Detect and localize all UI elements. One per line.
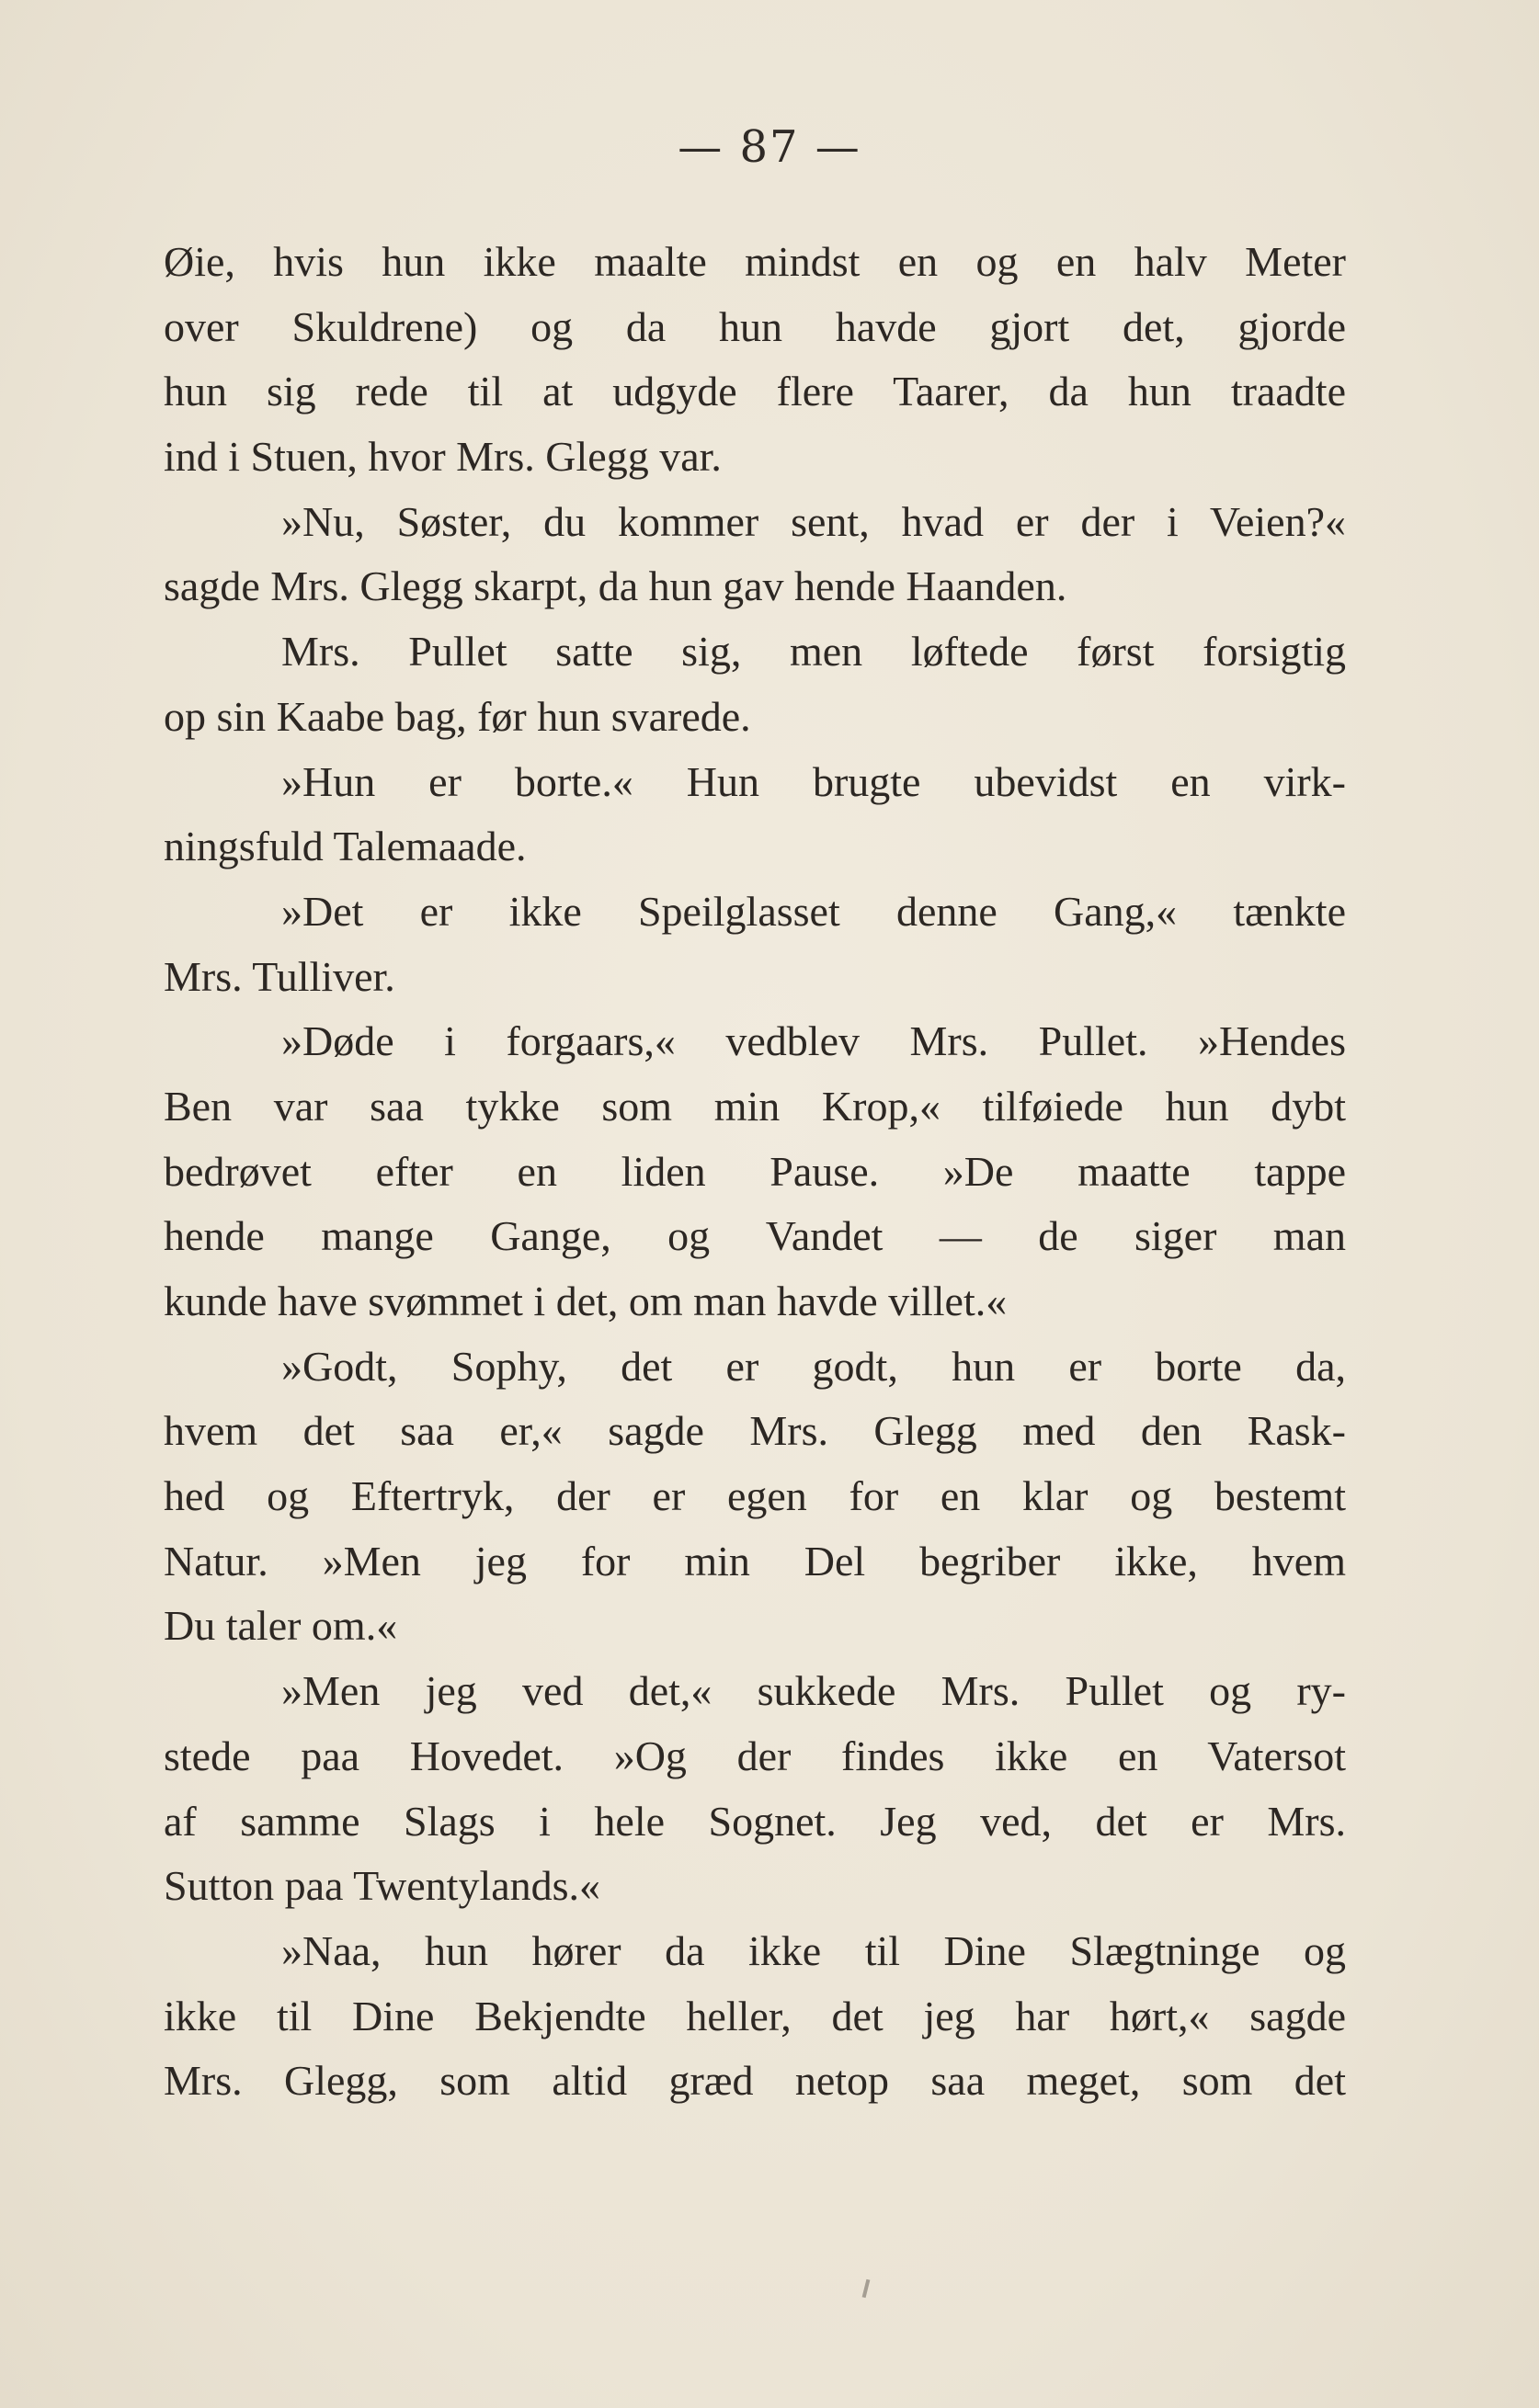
text-line: stede paa Hovedet. »Og der findes ikke en Vatersot [164,1732,1346,1779]
text-line: Du taler om.« [164,1602,398,1650]
text-line: Ben var saa tykke som min Krop,« tilføiede hun dybt [164,1082,1346,1130]
body-text [164,230,1346,2114]
text-line: over Skuldrene) og da hun havde gjort det, gjorde [164,302,1346,350]
text-line: hed og Eftertryk, der er egen for en klar og bestemt [164,1472,1346,1520]
text-line: Mrs. Pullet satte sig, men løftede først forsigtig [281,628,1346,676]
text-line: Mrs. Tulliver. [164,952,395,1000]
text-line: sagde Mrs. Glegg skarpt, da hun gav hende Haanden. [164,562,1067,610]
text-line: »Godt, Sophy, det er godt, hun er borte da, [281,1342,1346,1390]
text-line: Øie, hvis hun ikke maalte mindst en og en halv Meter [164,238,1346,285]
text-line: ningsfuld Talemaade. [164,823,527,870]
text-line: »Hun er borte.« Hun brugte ubevidst en virk- [281,757,1346,805]
text-line: hvem det saa er,« sagde Mrs. Glegg med den Rask- [164,1407,1346,1455]
text-line: Natur. »Men jeg for min Del begriber ikke, hvem [164,1537,1346,1585]
text-line: »Døde i forgaars,« vedblev Mrs. Pullet. »Hendes [281,1017,1346,1065]
text-line: ikke til Dine Bekjendte heller, det jeg har hørt,« sagde [164,1992,1346,2039]
text-line: »Nu, Søster, du kommer sent, hvad er der i Veien?« [281,497,1346,545]
text-line: af samme Slags i hele Sognet. Jeg ved, det er Mrs. [164,1797,1346,1845]
text-line: kunde have svømmet i det, om man havde villet.« [164,1278,1008,1324]
text-line: hun sig rede til at udgyde flere Taarer, da hun traadte [164,368,1346,415]
text-line: »Men jeg ved det,« sukkede Mrs. Pullet og ry- [281,1667,1346,1715]
text-line: »Naa, hun hører da ikke til Dine Slægtninge og [281,1926,1346,1974]
text-line: ind i Stuen, hvor Mrs. Glegg var. [164,433,722,481]
text-line: bedrøvet efter en liden Pause. »De maatte tappe [164,1147,1346,1195]
text-line: op sin Kaabe bag, før hun svarede. [164,692,751,740]
text-line: Mrs. Glegg, som altid græd netop saa meget, som det [164,2057,1346,2105]
page-number: — 87 — [678,121,861,173]
text-line: »Det er ikke Speilglasset denne Gang,« tænkte [281,887,1346,935]
text-line: hende mange Gange, og Vandet — de siger man [164,1212,1346,1260]
text-line: Sutton paa Twentylands.« [164,1862,601,1910]
paper-speck [862,2279,871,2298]
